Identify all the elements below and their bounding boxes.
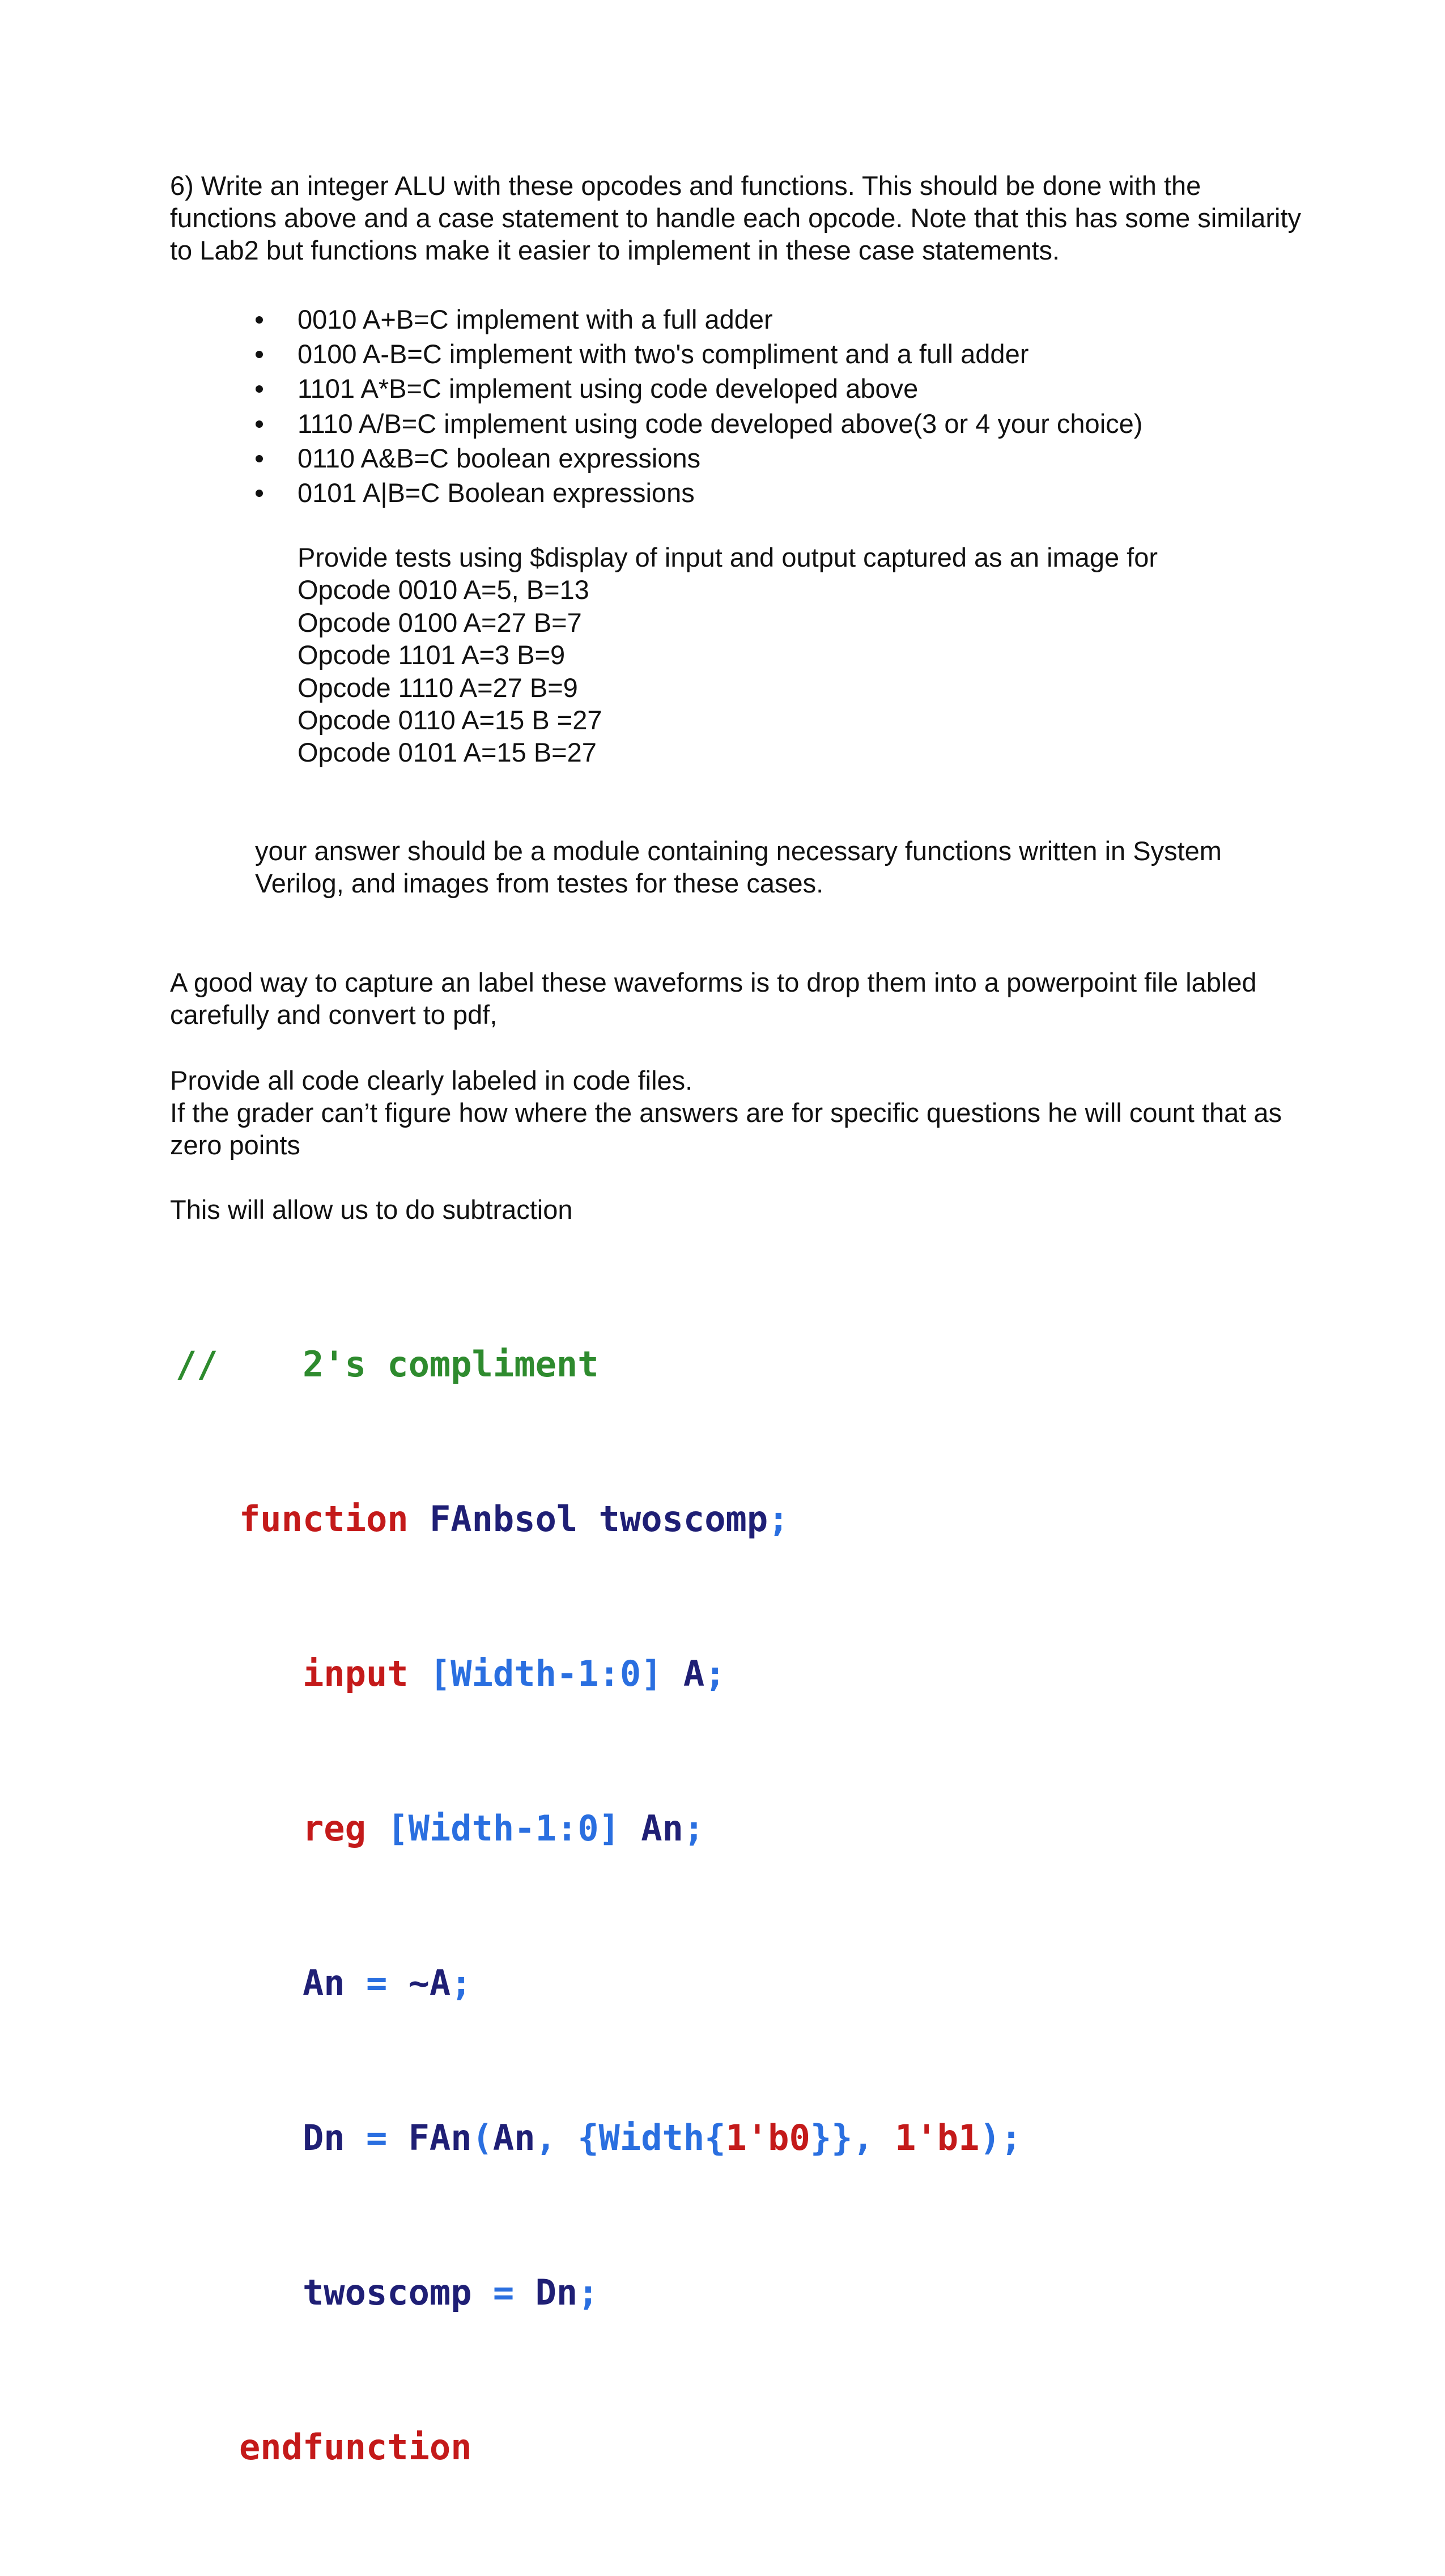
opcode-text: 0100 A-B=C implement with two's compliment and a full adder <box>298 339 1029 369</box>
replication-close: }} <box>810 2117 853 2158</box>
answer-note: your answer should be a module containing necessary functions written in System Verilog, and images from testes for these cases. <box>255 836 1222 898</box>
assign-rhs: ~A <box>408 1962 451 2004</box>
call-arg: 1'b1 <box>895 2117 980 2158</box>
keyword-reg: reg <box>302 1808 366 1849</box>
test-case: Opcode 0010 A=5, B=13 <box>298 575 589 605</box>
call-name: FAn <box>408 2117 472 2158</box>
code-line-function: function FAnbsol twoscomp; <box>239 1498 789 1540</box>
range: [Width-1:0] <box>429 1653 662 1694</box>
bullet-icon <box>256 316 263 324</box>
replication-value: 1'b0 <box>725 2117 810 2158</box>
assign-lhs: An <box>302 1962 345 2004</box>
code-snippet <box>176 1235 1022 2576</box>
test-case: Opcode 0101 A=15 B=27 <box>298 737 597 768</box>
opcode-list <box>249 302 1142 510</box>
code-line-assign-an: An = ~A; <box>302 1962 472 2004</box>
test-cases <box>298 541 1158 769</box>
range: [Width-1:0] <box>387 1808 620 1849</box>
test-case: Opcode 0110 A=15 B =27 <box>298 705 602 736</box>
keyword-function: function <box>239 1498 409 1540</box>
comment-mark: // <box>176 1344 218 1385</box>
subtraction-note: This will allow us to do subtraction <box>170 1195 573 1225</box>
code-line-assign-dn: Dn = FAn(An, {Width{1'b0}}, 1'b1); <box>302 2117 1022 2158</box>
opcode-text: 1101 A*B=C implement using code developed above <box>298 373 919 404</box>
capture-note: A good way to capture an label these waveforms is to drop them into a powerpoint file labled carefully and convert to pdf, <box>170 967 1257 1030</box>
tests-intro: Provide tests using $display of input and output captured as an image for <box>298 542 1158 572</box>
question-intro: 6) Write an integer ALU with these opcodes and functions. This should be done with the functions above and a case statement to handle each opcode. Note that this has some similarity to Lab2 but functions make it easier to implement in these case statements. <box>170 171 1302 265</box>
opcode-text: 0110 A&B=C boolean expressions <box>298 443 701 473</box>
test-case: Opcode 0100 A=27 B=7 <box>298 607 582 637</box>
opcode-text: 0101 A|B=C Boolean expressions <box>298 478 695 508</box>
code-line-reg: reg [Width-1:0] An; <box>302 1808 705 1849</box>
opcode-text: 0010 A+B=C implement with a full adder <box>298 304 773 334</box>
function-signature: FAnbsol twoscomp <box>429 1498 768 1540</box>
opcode-text: 1110 A/B=C implement using code developed above(3 or 4 your choice) <box>298 408 1143 439</box>
opcode-item <box>249 441 1142 475</box>
assign-lhs: Dn <box>302 2117 345 2158</box>
code-line-input: input [Width-1:0] A; <box>302 1653 726 1694</box>
keyword-input: input <box>302 1653 409 1694</box>
replication-open: {Width{ <box>577 2117 726 2158</box>
assign-rhs: Dn <box>535 2272 578 2313</box>
keyword-endfunction: endfunction <box>239 2426 472 2468</box>
test-case: Opcode 1110 A=27 B=9 <box>298 672 578 703</box>
variable: An <box>641 1808 683 1849</box>
provide-code-note: Provide all code clearly labeled in code files. <box>170 1065 693 1095</box>
grader-note: If the grader can’t figure how where the answers are for specific questions he will count that as zero points <box>170 1098 1282 1160</box>
bullet-icon <box>256 351 263 358</box>
code-line-assign-result: twoscomp = Dn; <box>302 2272 599 2313</box>
bullet-icon <box>256 455 263 462</box>
call-arg: An <box>492 2117 536 2158</box>
code-line-endfunction <box>176 2421 1022 2473</box>
assign-lhs: twoscomp <box>302 2272 472 2313</box>
variable: A <box>683 1653 705 1694</box>
opcode-item <box>249 475 1142 510</box>
bullet-icon <box>256 490 263 497</box>
bullet-icon <box>256 385 263 393</box>
opcode-item <box>249 337 1142 371</box>
code-line-comment <box>176 1338 1022 1390</box>
comment-text: 2's compliment <box>302 1344 599 1385</box>
bullet-icon <box>256 420 263 428</box>
opcode-item <box>249 371 1142 406</box>
opcode-item <box>249 406 1142 441</box>
code-requirements <box>170 1064 1303 1161</box>
opcode-item <box>249 302 1142 337</box>
test-case: Opcode 1101 A=3 B=9 <box>298 640 566 670</box>
